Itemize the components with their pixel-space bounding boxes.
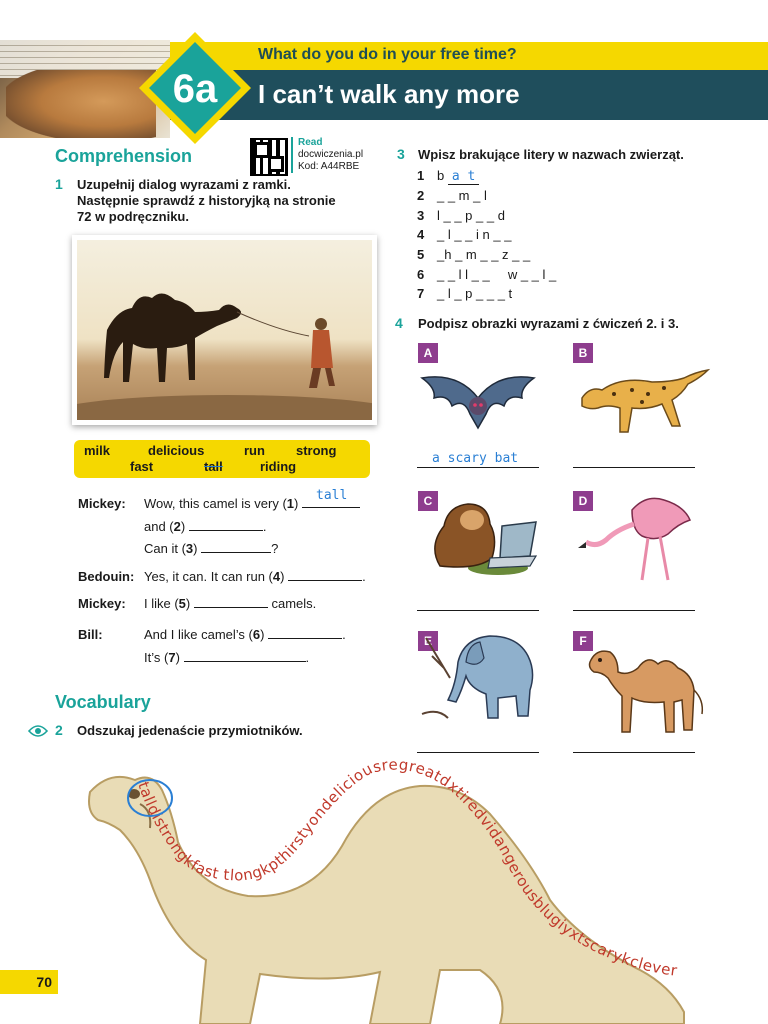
item-text: _ l _ p _ _ _ t bbox=[437, 286, 513, 301]
answer-blank-1[interactable] bbox=[302, 488, 360, 508]
speaker-name: Bill: bbox=[78, 627, 103, 642]
dialog-line-6 bbox=[78, 627, 346, 642]
dialog-text: It’s ( bbox=[144, 650, 169, 665]
subtitle-band bbox=[170, 42, 768, 70]
word-box-item-crossed: tall bbox=[204, 459, 223, 474]
task-1-number: 1 bbox=[55, 176, 63, 192]
list-item[interactable] bbox=[417, 208, 505, 223]
picture-label-b: B bbox=[573, 343, 593, 363]
task-3-instruction: Wpisz brakujące litery w nazwach zwierząt. bbox=[418, 147, 684, 162]
title-band bbox=[170, 70, 768, 120]
read-box bbox=[291, 137, 363, 173]
word-snake-camel bbox=[80, 750, 700, 1024]
item-number: 2 bbox=[417, 188, 425, 203]
eye-icon bbox=[28, 723, 48, 739]
picture-label-f: F bbox=[573, 631, 593, 651]
camel-picture bbox=[584, 640, 710, 736]
bat-picture bbox=[418, 368, 538, 444]
task-4-number: 4 bbox=[395, 315, 403, 331]
item-number: 5 bbox=[417, 247, 425, 262]
dialog-text: Wow, this camel is very ( bbox=[144, 496, 287, 511]
speaker-name: Mickey: bbox=[78, 596, 126, 611]
answer-line-d[interactable] bbox=[573, 610, 695, 611]
unit-badge bbox=[135, 28, 255, 148]
list-item[interactable] bbox=[417, 188, 487, 203]
dialog-text: ) bbox=[185, 596, 191, 611]
dialog-text: ) bbox=[294, 496, 299, 511]
word-snake-letters: talldistrongkfast tlongkpthirstyondeliciousregreatdxtiredvidangerousblugiyxtscarykclever bbox=[134, 755, 679, 980]
word-box-item: run bbox=[244, 443, 265, 458]
picture-label-e: E bbox=[418, 631, 438, 651]
task-1-instruction-line: Uzupełnij dialog wyrazami z ramki. bbox=[77, 177, 291, 192]
task-1-instruction bbox=[77, 177, 367, 225]
item-text: _ _ m _ l bbox=[437, 188, 487, 203]
word-box-item: delicious bbox=[148, 443, 205, 458]
item-number: 4 bbox=[417, 227, 425, 242]
picture-label-c: C bbox=[418, 491, 438, 511]
dialog-text: . bbox=[342, 627, 346, 642]
list-item[interactable] bbox=[417, 286, 512, 301]
read-code: Kod: A44RBE bbox=[298, 161, 360, 172]
answer-line-e[interactable] bbox=[417, 752, 539, 753]
dialog-text: . bbox=[362, 569, 366, 584]
answer-line-f[interactable] bbox=[573, 752, 695, 753]
blank-number: 6 bbox=[252, 627, 261, 642]
dialog-text: ) bbox=[280, 569, 285, 584]
qr-code-icon[interactable] bbox=[250, 138, 288, 176]
word-box-item: milk bbox=[84, 443, 111, 458]
word-box-item: riding bbox=[260, 459, 297, 474]
blank-number: 1 bbox=[286, 496, 295, 511]
dialog-text: Yes, it can. It can run ( bbox=[144, 569, 273, 584]
dialog-text: Can it ( bbox=[144, 541, 186, 556]
answer-blank-5[interactable] bbox=[194, 596, 268, 608]
unit-number: 6a bbox=[172, 67, 218, 111]
flamingo-picture bbox=[572, 490, 696, 590]
item-text: b bbox=[437, 168, 445, 183]
page-number: 70 bbox=[0, 970, 58, 994]
dialog-text: and ( bbox=[144, 519, 174, 534]
item-text: l _ _ p _ _ d bbox=[437, 208, 505, 223]
read-label: Read bbox=[298, 137, 323, 148]
dialog-text: ) bbox=[180, 519, 186, 534]
dialog-line-5 bbox=[78, 596, 316, 611]
dialog-text: ? bbox=[271, 541, 279, 556]
handwritten-answer: tall bbox=[316, 488, 348, 503]
dialog-text: I like ( bbox=[144, 596, 179, 611]
monkey-with-laptop-picture bbox=[418, 496, 542, 580]
answer-blank-4[interactable] bbox=[288, 569, 362, 581]
list-item[interactable] bbox=[417, 267, 556, 282]
item-text: _h _ m _ _ z _ _ bbox=[437, 247, 531, 262]
handwritten-answer-a: a scary bat bbox=[432, 451, 519, 466]
task-1-instruction-line: Następnie sprawdź z historyjką na stronie bbox=[77, 193, 336, 208]
task-3-number: 3 bbox=[397, 146, 405, 162]
camel-photo bbox=[72, 235, 377, 425]
task-2-number: 2 bbox=[55, 722, 63, 738]
answer-line-a[interactable] bbox=[417, 467, 539, 468]
dialog-text: And I like camel’s ( bbox=[144, 627, 253, 642]
dialog-text: . bbox=[262, 519, 267, 534]
dialog-line-2 bbox=[144, 519, 266, 534]
elephant-picture bbox=[418, 628, 542, 722]
item-number: 6 bbox=[417, 267, 425, 282]
answer-blank-2[interactable] bbox=[189, 519, 263, 531]
list-item[interactable] bbox=[417, 227, 511, 242]
task-1-instruction-line: 72 w podręczniku. bbox=[77, 209, 189, 224]
task-2-instruction: Odszukaj jedenaście przymiotników. bbox=[77, 723, 303, 738]
dialog-text: ) bbox=[175, 650, 180, 665]
vocabulary-heading: Vocabulary bbox=[55, 692, 151, 712]
picture-label-a: A bbox=[418, 343, 438, 363]
list-item[interactable] bbox=[417, 247, 530, 262]
blank-number: 5 bbox=[178, 596, 186, 611]
dialog-line-4 bbox=[78, 569, 366, 584]
unit-subtitle: What do you do in your free time? bbox=[258, 46, 517, 63]
list-item bbox=[417, 168, 479, 184]
word-box bbox=[74, 440, 370, 478]
dialog-text: ) bbox=[193, 541, 198, 556]
answer-blank-7[interactable] bbox=[184, 650, 306, 662]
answer-line-c[interactable] bbox=[417, 610, 539, 611]
blank-number: 7 bbox=[168, 650, 176, 665]
dialog-text: ) bbox=[260, 627, 265, 642]
answer-line-b[interactable] bbox=[573, 467, 695, 468]
answer-blank-6[interactable] bbox=[268, 627, 342, 639]
dialog-line-7 bbox=[144, 650, 309, 665]
item-number: 3 bbox=[417, 208, 425, 223]
page-title: I can’t walk any more bbox=[258, 79, 520, 109]
comprehension-heading: Comprehension bbox=[55, 146, 193, 166]
task-4-instruction: Podpisz obrazki wyrazami z ćwiczeń 2. i 3. bbox=[418, 316, 679, 331]
dialog-line-3 bbox=[144, 541, 278, 556]
cheetah-picture bbox=[572, 364, 712, 440]
blank-number: 2 bbox=[173, 519, 181, 534]
picture-label-d: D bbox=[573, 491, 593, 511]
item-text: _ l _ _ i n _ _ bbox=[437, 227, 512, 242]
item-number: 7 bbox=[417, 286, 425, 301]
word-box-item: strong bbox=[296, 443, 337, 458]
handwritten-answer[interactable]: a t bbox=[448, 169, 479, 185]
word-box-item: fast bbox=[130, 459, 154, 474]
speaker-name: Bedouin: bbox=[78, 569, 135, 584]
blank-number: 4 bbox=[272, 569, 281, 584]
blank-number: 3 bbox=[185, 541, 194, 556]
read-site: docwiczenia.pl bbox=[298, 149, 364, 160]
item-number: 1 bbox=[417, 168, 425, 183]
answer-blank-3[interactable] bbox=[201, 541, 271, 553]
dialog-text: . bbox=[305, 650, 310, 665]
speaker-name: Mickey: bbox=[78, 496, 126, 511]
dialog-text: camels. bbox=[271, 596, 317, 611]
item-text: _ _ l l _ _ w _ _ l _ bbox=[437, 267, 557, 282]
